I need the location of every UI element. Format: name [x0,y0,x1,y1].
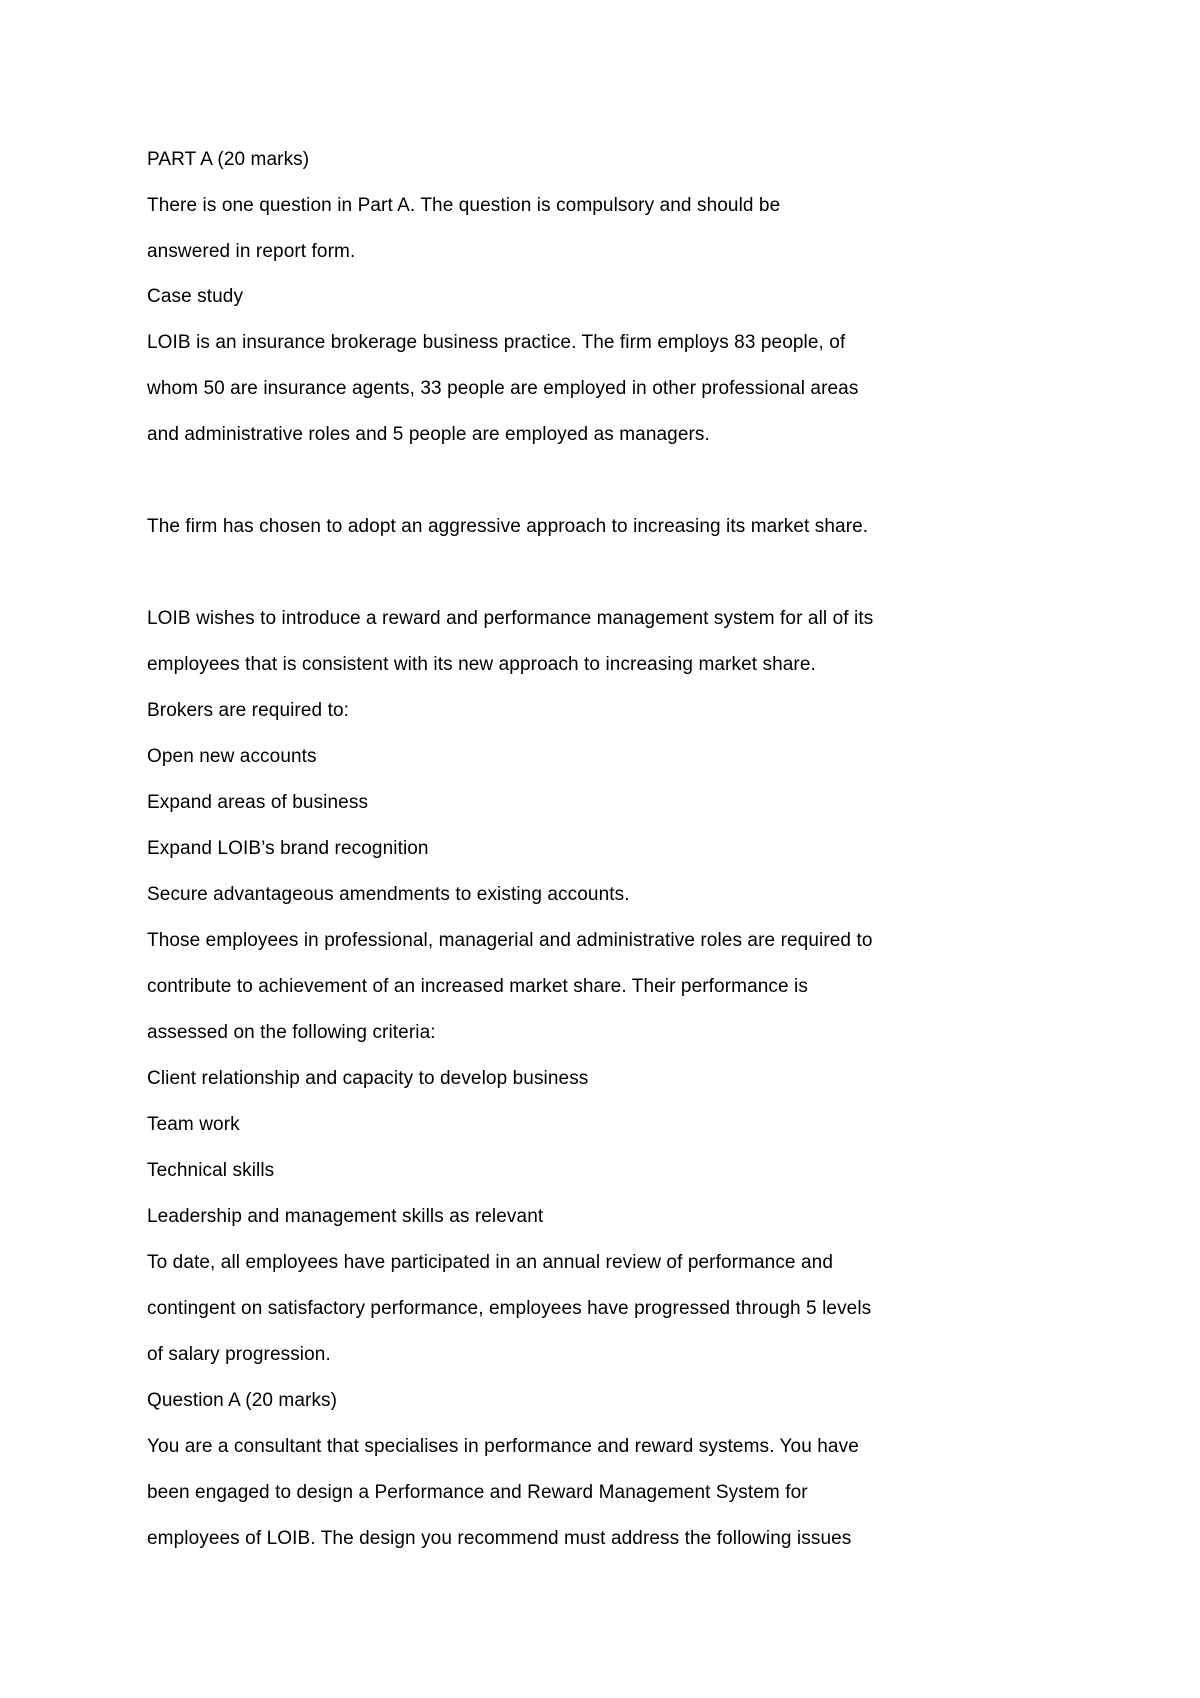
broker-item: Open new accounts [147,746,317,767]
question-a-heading: Question A (20 marks) [147,1390,338,1411]
intro-line-1: There is one question in Part A. The question is compulsory and should be [147,195,781,216]
question-paragraph-line-2: been engaged to design a Performance and Reward Management System for [147,1482,808,1503]
criteria-item: Technical skills [147,1160,275,1181]
broker-item: Secure advantageous amendments to existing accounts. [147,884,630,905]
criteria-item: Team work [147,1114,240,1135]
case-paragraph-line-1: LOIB is an insurance brokerage business practice. The firm employs 83 people, of [147,332,846,353]
reward-paragraph-line-2: employees that is consistent with its new approach to increasing market share. [147,654,816,675]
question-paragraph-line-1: You are a consultant that specialises in performance and reward systems. You have [147,1436,859,1457]
intro-line-2: answered in report form. [147,241,356,262]
broker-item: Expand areas of business [147,792,369,813]
case-paragraph-line-2: whom 50 are insurance agents, 33 people are employed in other professional areas [147,378,859,399]
review-paragraph-line-3: of salary progression. [147,1344,331,1365]
employees-paragraph-line-2: contribute to achievement of an increased market share. Their performance is [147,976,808,997]
employees-paragraph-line-1: Those employees in professional, managerial and administrative roles are required to [147,930,873,951]
broker-item: Expand LOIB’s brand recognition [147,838,429,859]
review-paragraph-line-1: To date, all employees have participated in an annual review of performance and [147,1252,833,1273]
case-study-heading: Case study [147,286,244,307]
case-paragraph-line-3: and administrative roles and 5 people are employed as managers. [147,424,710,445]
part-a-heading: PART A (20 marks) [147,149,310,170]
criteria-item: Leadership and management skills as relevant [147,1206,544,1227]
approach-paragraph: The firm has chosen to adopt an aggressive approach to increasing its market share. [147,516,869,537]
brokers-heading: Brokers are required to: [147,700,349,721]
question-paragraph-line-3: employees of LOIB. The design you recommend must address the following issues [147,1528,852,1549]
review-paragraph-line-2: contingent on satisfactory performance, employees have progressed through 5 levels [147,1298,872,1319]
employees-paragraph-line-3: assessed on the following criteria: [147,1022,436,1043]
criteria-item: Client relationship and capacity to develop business [147,1068,589,1089]
reward-paragraph-line-1: LOIB wishes to introduce a reward and performance management system for all of its [147,608,874,629]
